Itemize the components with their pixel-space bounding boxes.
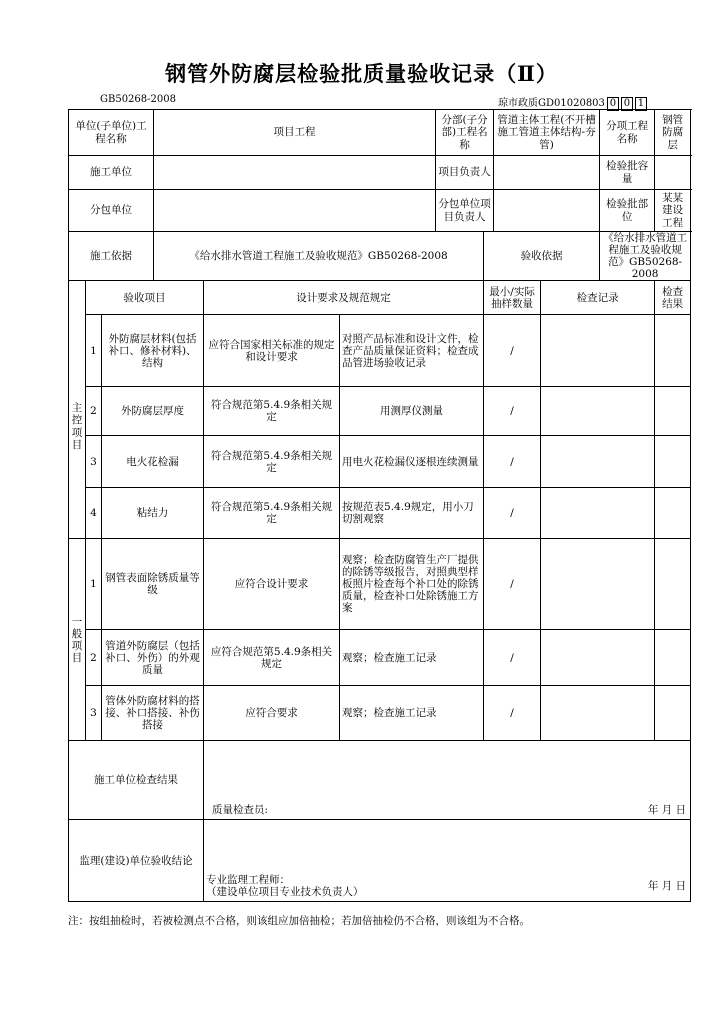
main-item-result[interactable] [655,315,691,387]
supervisor-check-date: 年 月 日 [647,880,687,893]
main-item-record[interactable] [541,436,655,488]
main-item-no: 4 [86,488,102,539]
supervisor-engineer-note: （建设单位项目专业技术负责人） [206,886,364,899]
main-item-result[interactable] [655,488,691,539]
sub-lead-value[interactable] [494,190,600,232]
general-item-sample[interactable]: / [484,630,541,686]
main-item-record[interactable] [541,387,655,436]
constructor-value[interactable] [154,156,436,190]
main-item-sample[interactable]: / [484,387,541,436]
supervisor-check-label: 监理(建设)单位验收结论 [69,820,204,902]
main-item-method: 对照产品标准和设计文件，检查产品质量保证资料；检查成品管进场验收记录 [340,315,484,387]
supervisor-engineer-label: 专业监理工程师： [206,874,291,887]
general-item-method: 观察；检查施工记录 [340,630,484,686]
main-item-no: 1 [86,315,102,387]
basis-label: 施工依据 [69,232,154,281]
main-group-spacer [69,281,86,315]
batch-location-label: 检验批部位 [600,190,655,232]
general-item-result[interactable] [655,686,691,741]
main-item-name: 外防腐层材料(包括补口、修补材料)、结构 [102,315,204,387]
record-code-box-1: 0 [607,97,619,111]
supervisor-check-area[interactable] [204,820,691,902]
acceptance-basis-value[interactable]: 《给水排水管道工程施工及验收规范》GB50268-2008 [600,232,691,281]
general-item-no: 2 [86,630,102,686]
main-item-requirement: 符合规范第5.4.9条相关规定 [204,436,340,488]
main-item-name: 电火花检漏 [102,436,204,488]
page-title: 钢管外防腐层检验批质量验收记录（Ⅱ） [165,61,558,86]
sub-lead-label: 分包单位项目负责人 [436,190,494,232]
main-item-no: 2 [86,387,102,436]
main-group-label: 主控项目 [69,315,86,539]
unit-value[interactable]: 项目工程 [154,110,436,156]
division-label: 分部(子分部)工程名称 [436,110,494,156]
record-code-box-3: 1 [635,97,647,111]
general-item-method: 观察；检查防腐管生产厂提供的除锈等级报告，对照典型样板照片检查每个补口处的除锈质量，检查补口处除锈施工方案 [340,539,484,630]
main-item-requirement: 应符合国家相关标准的规定和设计要求 [204,315,340,387]
record-code-box-2: 0 [621,97,633,111]
constructor-check-area[interactable] [204,741,691,820]
column-record: 检查记录 [541,281,655,315]
inspection-form [68,109,691,902]
general-group-label: 一般项目 [69,539,86,741]
record-code-prefix: 琼市政质GD01020803 [498,98,605,109]
general-item-result[interactable] [655,539,691,630]
main-item-record[interactable] [541,488,655,539]
main-item-method: 用测厚仪测量 [340,387,484,436]
main-item-method: 用电火花检漏仪逐根连续测量 [340,436,484,488]
quality-inspector-label: 质量检查员: [212,804,269,817]
general-item-requirement: 应符合设计要求 [204,539,340,630]
project-lead-label: 项目负责人 [436,156,494,190]
constructor-label: 施工单位 [69,156,154,190]
batch-capacity-value[interactable] [655,156,691,190]
main-item-name: 粘结力 [102,488,204,539]
general-item-name: 钢管表面除锈质量等级 [102,539,204,630]
basis-value[interactable]: 《给水排水管道工程施工及验收规范》GB50268-2008 [154,232,484,281]
main-item-requirement: 符合规范第5.4.9条相关规定 [204,387,340,436]
column-item: 验收项目 [86,281,204,315]
general-item-record[interactable] [541,630,655,686]
main-item-sample[interactable]: / [484,436,541,488]
general-item-record[interactable] [541,539,655,630]
main-item-no: 3 [86,436,102,488]
main-item-result[interactable] [655,387,691,436]
constructor-check-date: 年 月 日 [647,804,687,817]
subitem-label: 分项工程名称 [600,110,655,156]
general-item-name: 管体外防腐材料的搭接、补口搭接、补伤搭接 [102,686,204,741]
general-item-requirement: 应符合要求 [204,686,340,741]
general-item-record[interactable] [541,686,655,741]
acceptance-basis-label: 验收依据 [484,232,600,281]
main-item-name: 外防腐层厚度 [102,387,204,436]
footnote: 注：按组抽检时，若被检测点不合格，则该组应加倍抽检；若加倍抽检仍不合格，则该组为不合格。 [68,915,530,927]
general-item-sample[interactable]: / [484,686,541,741]
general-item-sample[interactable]: / [484,539,541,630]
main-item-record[interactable] [541,315,655,387]
batch-location-value[interactable]: 某某建设工程 [655,190,691,232]
general-item-result[interactable] [655,630,691,686]
general-item-name: 管道外防腐层（包括补口、外伤）的外观质量 [102,630,204,686]
column-result: 检查结果 [655,281,691,315]
subitem-value[interactable]: 钢管防腐层 [655,110,691,156]
general-item-method: 观察；检查施工记录 [340,686,484,741]
general-item-no: 1 [86,539,102,630]
main-item-requirement: 符合规范第5.4.9条相关规定 [204,488,340,539]
unit-label: 单位(子单位)工程名称 [69,110,154,156]
main-item-result[interactable] [655,436,691,488]
main-item-method: 按规范表5.4.9规定，用小刀切割观察 [340,488,484,539]
division-value[interactable]: 管道主体工程(不开槽施工管道主体结构-夯管) [494,110,600,156]
general-item-no: 3 [86,686,102,741]
main-item-sample[interactable]: / [484,488,541,539]
constructor-check-label: 施工单位检查结果 [69,741,204,820]
general-item-requirement: 应符合规范第5.4.9条相关规定 [204,630,340,686]
project-lead-value[interactable] [494,156,600,190]
subcontractor-label: 分包单位 [69,190,154,232]
standard-code: GB50268-2008 [100,94,176,105]
subcontractor-value[interactable] [154,190,436,232]
main-item-sample[interactable]: / [484,315,541,387]
batch-capacity-label: 检验批容量 [600,156,655,190]
column-sample: 最小/实际抽样数量 [484,281,541,315]
column-requirement: 设计要求及规范规定 [204,281,484,315]
